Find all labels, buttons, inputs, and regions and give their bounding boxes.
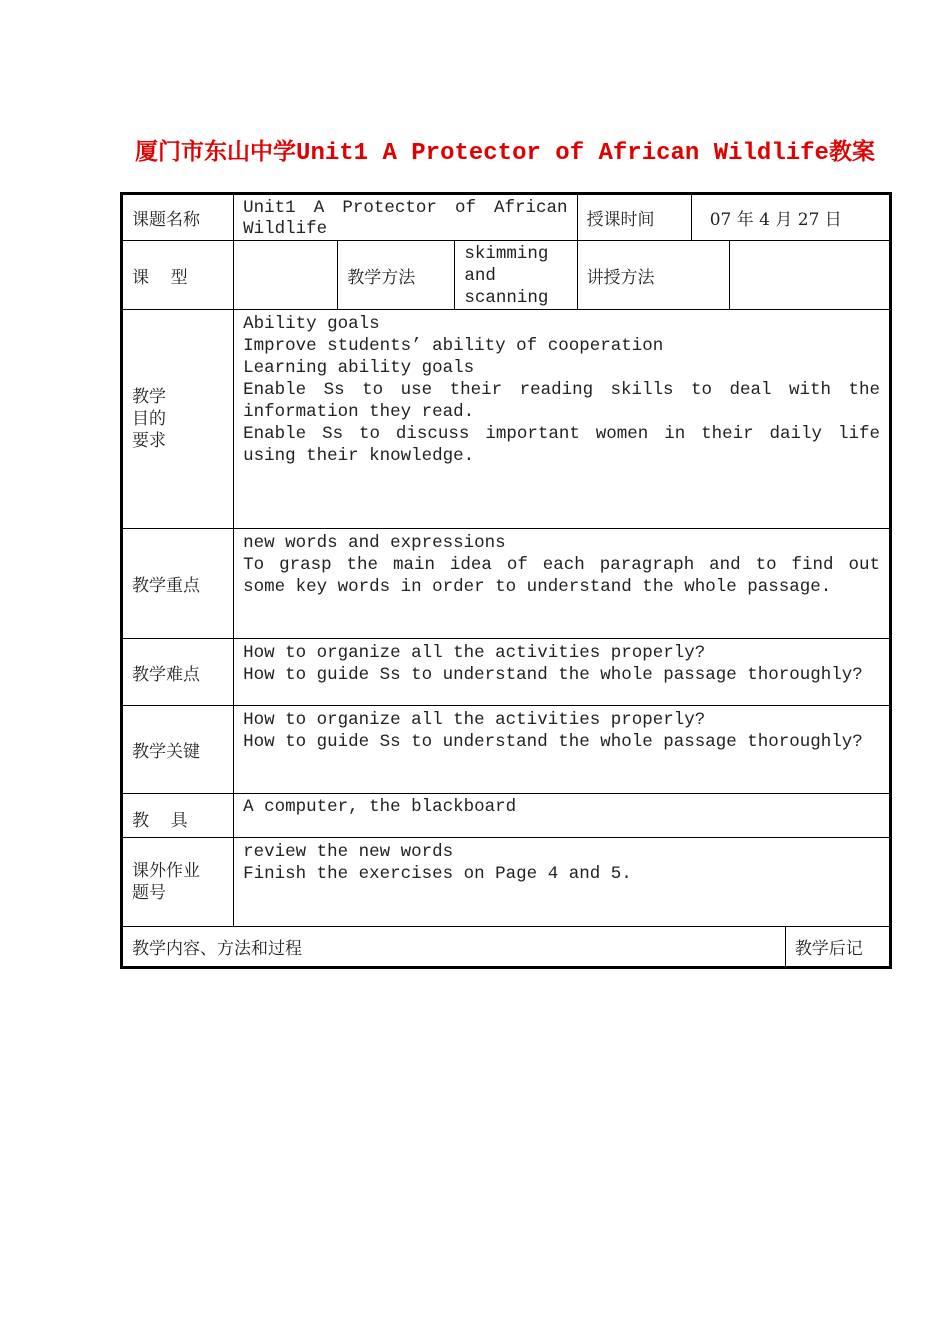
method-value: skimming and scanning [455, 241, 577, 310]
goals-label-line: 教学 [132, 387, 166, 407]
row-key [122, 706, 891, 794]
goals-content [234, 310, 891, 529]
teach-value [729, 241, 890, 310]
process-label: 教学内容、方法和过程 [122, 927, 786, 968]
type-label: 课 型 [122, 241, 234, 310]
title-prefix: 厦门市东山中学 [135, 138, 297, 165]
title-suffix: 教案 [828, 138, 875, 165]
homework-line: review the new words [243, 842, 454, 862]
key-content [234, 706, 891, 794]
title-english: Unit1 A Protector of African Wildlife [296, 140, 829, 167]
time-label: 授课时间 [577, 194, 691, 241]
key-point-line: To grasp the main idea of each paragraph and to find out some key words in order to understand the whole passage. [243, 555, 880, 597]
method-label: 教学方法 [338, 241, 455, 310]
aids-label: 教 具 [122, 794, 234, 838]
homework-label-line: 课外作业 [132, 861, 200, 881]
homework-content [234, 838, 891, 927]
homework-label [122, 838, 234, 927]
row-key-points [122, 529, 891, 639]
row-type [122, 241, 891, 310]
difficulties-label: 教学难点 [122, 639, 234, 706]
topic-label: 课题名称 [122, 194, 234, 241]
goal-line: Ability goals [243, 314, 380, 334]
difficulty-line: How to organize all the activities properly? [243, 643, 706, 663]
row-homework [122, 838, 891, 927]
difficulty-line: How to guide Ss to understand the whole passage thoroughly? [243, 665, 863, 685]
teach-label: 讲授方法 [577, 241, 729, 310]
goal-line: Learning ability goals [243, 358, 475, 378]
key-line: How to organize all the activities properly? [243, 710, 706, 730]
key-point-line: new words and expressions [243, 533, 506, 553]
row-difficulties [122, 639, 891, 706]
time-value: 07 年 4 月 27 日 [691, 194, 890, 241]
homework-line: Finish the exercises on Page 4 and 5. [243, 864, 632, 884]
row-goals [122, 310, 891, 529]
goals-label-line: 要求 [132, 431, 166, 451]
key-points-label: 教学重点 [122, 529, 234, 639]
row-process [122, 927, 891, 968]
key-points-content [234, 529, 891, 639]
difficulties-content [234, 639, 891, 706]
page-title [0, 133, 950, 167]
homework-label-line: 题号 [132, 883, 166, 903]
goals-label-line: 目的 [132, 409, 166, 429]
goal-line: Enable Ss to use their reading skills to deal with the information they read. [243, 380, 880, 422]
goals-label [122, 310, 234, 529]
key-line: How to guide Ss to understand the whole passage thoroughly? [243, 732, 863, 752]
row-aids [122, 794, 891, 838]
topic-value: Unit1 A Protector of African Wildlife [234, 194, 577, 241]
goal-line: Enable Ss to discuss important women in their daily life using their knowledge. [243, 424, 880, 466]
key-label: 教学关键 [122, 706, 234, 794]
lesson-plan-table [120, 192, 892, 969]
row-topic [122, 194, 891, 241]
notes-label: 教学后记 [785, 927, 890, 968]
aids-value: A computer, the blackboard [234, 794, 891, 838]
goal-line: Improve students’ ability of cooperation [243, 336, 664, 356]
type-value [234, 241, 338, 310]
